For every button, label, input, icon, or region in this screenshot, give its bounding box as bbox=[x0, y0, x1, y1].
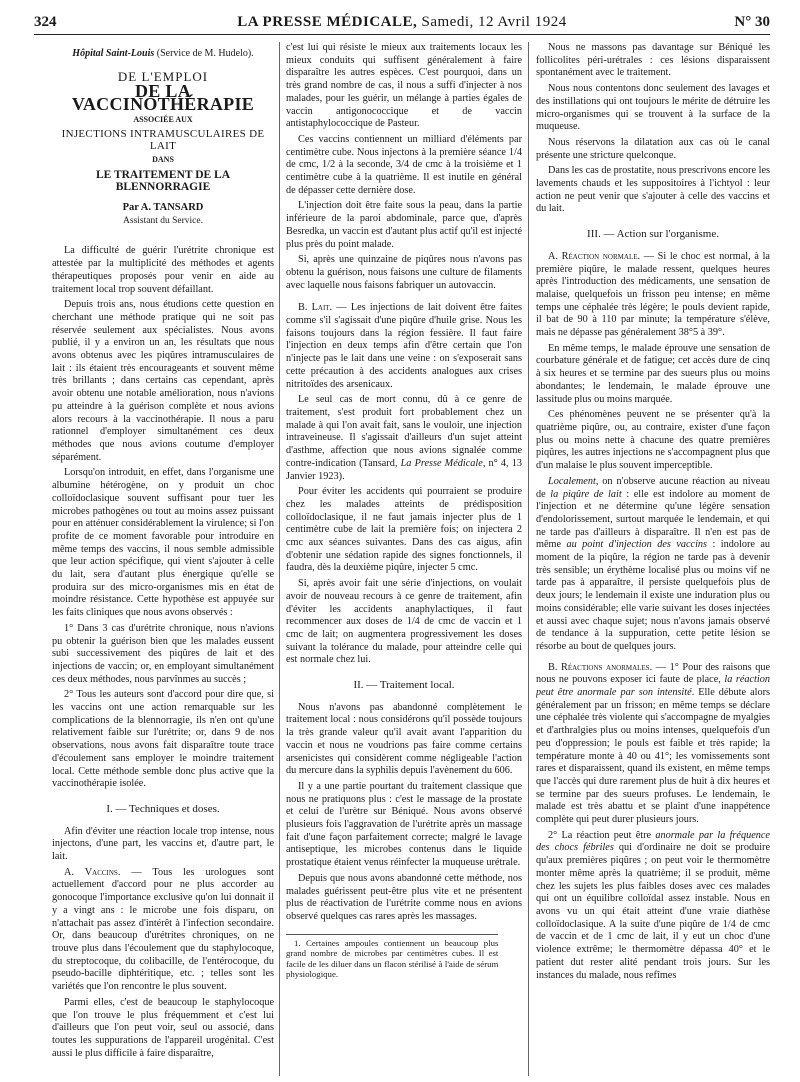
author-affiliation: Assistant du Service. bbox=[123, 215, 203, 226]
issue-number: N° 30 bbox=[734, 14, 770, 30]
paragraph: L'injection doit être faite sous la peau, dans la partie inférieure de la paroi abdominale, parce que, d'après Besredka, un vaccin est d'autant plus actif qu'il est injecté plus près du point malade. bbox=[286, 200, 522, 250]
paragraph bbox=[286, 394, 522, 483]
paragraph-text: — 1° Pour des raisons que nous ne pouvons exposer ici faute de place, bbox=[536, 661, 770, 686]
column-rule-2 bbox=[528, 42, 529, 1076]
paragraph bbox=[286, 302, 522, 391]
emphasis: la réaction peut être anormale par son intensité bbox=[536, 674, 770, 699]
paragraph bbox=[536, 830, 770, 982]
title-line-6: LE TRAITEMENT DE LA BLENNORRAGIE bbox=[95, 168, 231, 194]
paragraph: 1° Dans 3 cas d'urétrite chronique, nous n'avions pu obtenir la guérison bien que les malades eussent subi successivement des piqûres de lait et des injections de vaccin; or, en employant simultanément ces deux méthodes, nous parvînmes au succès ; bbox=[52, 622, 274, 685]
title-line-1: DE L'EMPLOI bbox=[117, 68, 209, 84]
running-title bbox=[34, 14, 770, 31]
paragraph: Lorsqu'on introduit, en effet, dans l'organisme une albumine hétérogène, on y produit un choc colloïdoclasique souvent suffisant pour tuer les microbes pathogènes ou tout au moins assez puissant pour en atténuer considérablement la virulence; si l'on profite de ce moment favorable pour introduire en même temps des vaccins, il nous semble admissible que leur action spécifique, qui vient s'ajouter à celle du lait, sera d'autant plus énergique qu'elle se produira sur des micro-organismes mis en état de moindre résistance. Cette hypothèse est appuyée sur les faits cliniques que nous avons observés : bbox=[52, 467, 274, 619]
issue-date: Samedi, 12 Avril 1924 bbox=[421, 14, 567, 30]
emphasis: anormale par la fréquence des chocs fébriles bbox=[536, 829, 770, 854]
section-heading: II. — Traitement local. bbox=[353, 679, 455, 692]
paragraph bbox=[536, 251, 770, 340]
paragraph-text: , on n'observe aucune réaction au niveau de bbox=[536, 475, 770, 500]
paragraph: Depuis que nous avons abandonné cette méthode, nos malades guérissent peut-être plus vite et ne présentent plus de réactivation de l'urétrite comme nous en avions observé quelques cas rares après les massages. bbox=[286, 872, 522, 922]
column-3 bbox=[536, 42, 770, 1076]
column-2 bbox=[286, 42, 522, 1076]
subsection-lead: B. Réactions anormales. bbox=[548, 661, 653, 673]
paragraph bbox=[52, 867, 274, 994]
article-title: DE LA VACCINOTHÉRAPIE bbox=[71, 81, 255, 115]
paragraph: Si, après avoir fait une série d'injections, on voulait avoir de nouveau recours à ce genre de traitement, afin d'éviter les accidents anaphylactiques, il faut recommencer aux doses de 1/4 de cmc de vaccin et 1 cmc de lait; on augmentera progressivement les doses suivant la tolérance du malade, pour atteindre celle qui est normale chez lui. bbox=[286, 578, 522, 666]
journal-citation: La Presse Médicale bbox=[400, 457, 483, 469]
paragraph-text: Le seul cas de mort connu, dû à ce genre de traitement, s'est produit fort probablement chez un malade à qui l'on avait fait, sans le vouloir, une injection intraveineuse. Il s'agissait d'ailleurs d'un sujet atteint d'asthme, affection que nous avions signalée comme contre-indication (Tansard, bbox=[286, 394, 522, 469]
paragraph: c'est lui qui résiste le mieux aux traitements locaux les mieux conduits qui suffisent généralement à faire disparaître les autres espèces. C'est pourquoi, dans un très grand nombre de cas, il nous a suffi d'injecter à nos malades, pour les guérir, un mélange à parties égales de vaccin antigonococcique et de vaccin antistaphylococcique de Pasteur. bbox=[286, 42, 522, 130]
paragraph: 2° Tous les auteurs sont d'accord pour dire que, si les vaccins ont une action remarquable sur les complications de la blennorragie, ils n'en ont qu'une relativement faible sur l'urétrite; or, dans 9 de nos observations, nous avons fait disparaître toute trace d'écoulement sans employer le moindre traitement local. Cette méthode semble donc plus active que la vaccinothérapie isolée. bbox=[52, 689, 274, 790]
paragraph: Ces vaccins contiennent un milliard d'éléments par centimètre cube. Nous injectons à la première séance 1/4 de cmc, 1/2 à la seconde, 3/4 de cmc à la troisième et 1 centimètre cube à la quatrième. Il est inutile en général de dépasser cette dernière dose. bbox=[286, 133, 522, 196]
paragraph-text: — Les injections de lait doivent être faites comme s'il s'agissait d'une piqûre d'huile grise. Nous les faisons toujours dans la région fessière. Il faut faire l'injection en deux temps afin d'être certain que l'on n'injecte pas le lait dans une veine : on s'exposerait sans cette précaution à des accidents analogues aux crises nitritoïdes des arsenicaux. bbox=[286, 302, 522, 390]
hospital-line bbox=[52, 48, 274, 61]
paragraph: Ces phénomènes peuvent ne se présenter qu'à la quatrième piqûre, ou, au contraire, exister d'une façon plus ou moins nette à chacune des quatre premières piqûres, les autres injections ne s'accompagnent plus que d'un malaise le plus souvent imperceptible. bbox=[536, 409, 770, 472]
paragraph: Pour éviter les accidents qui pourraient se produire chez les malades atteints de prédisposition colloïdoclasique, il ne faut jamais injecter plus de 1 centimètre cube de lait la première fois; on injectera 2 cmc aux séances suivantes. Dans des cas aigus, afin d'obtenir une sédation rapide des signes fonctionnels, il faudra, dès la deuxième piqûre, injecter 5 cmc. bbox=[286, 486, 522, 574]
footnote: 1. Certaines ampoules contiennent un beaucoup plus grand nombre de microbes par centimètres cubes. Il est facile de les diluer dans un flacon stérilisé à l'aide de sérum physiologique. bbox=[286, 934, 498, 980]
paragraph: La difficulté de guérir l'urétrite chronique est attestée par la multiplicité des méthodes et agents thérapeutiques proposés pour venir en aide au traitement local trop souvent défaillant. bbox=[52, 245, 274, 295]
page-number: 324 bbox=[34, 14, 57, 30]
paragraph-text: : indolore au moment de la piqûre, la région ne tarde pas à devenir très sensible; un érythème localisé plus ou moins vif ne tarde pas à apparaître, il persiste quelquefois plus de deux jours; le lendemain il existe une induration plus ou moins considérable; elle varie suivant les doses injectées et aussi avec chaque sujet; nous n'avons jamais observé de tendance à la suppuration, cette petite lésion se résorbe au bout de quelques jours. bbox=[536, 539, 770, 652]
journal-name: LA PRESSE MÉDICALE, bbox=[237, 14, 418, 30]
service-name: (Service de M. Hudelo). bbox=[156, 48, 254, 59]
section-heading: I. — Techniques et doses. bbox=[106, 802, 220, 815]
paragraph-text: 2° La réaction peut être bbox=[548, 829, 656, 841]
paragraph: Dans les cas de prostatite, nous prescrivons encore les lavements chauds et les suppositoires à l'ichtyol : leur action ne peut venir que s'ajouter à celle des vaccins et du lait. bbox=[536, 165, 770, 215]
title-line-4: INJECTIONS INTRAMUSCULAIRES DE LAIT bbox=[61, 127, 265, 153]
paragraph-text: — Si le choc est normal, à la première piqûre, le malade ressent, quelques heures après l'introduction des médicaments, une sensation de malaise, quelquefois un frisson peu intense; en même temps une céphalée très légère; le pouls devient rapide, il bat de 90 à 110 par minute; la température s'élève, mais ne dépasse pas généralement 38°5 à 39°. bbox=[536, 250, 770, 339]
title-line-5: DANS bbox=[152, 154, 174, 164]
paragraph: Nous réservons la dilatation aux cas où le canal présente une stricture quelconque. bbox=[536, 136, 770, 161]
author: Par A. TANSARD bbox=[122, 202, 204, 214]
paragraph: Afin d'éviter une réaction locale trop intense, nous injectons, d'une part, les vaccins et, d'autre part, le lait. bbox=[52, 825, 274, 863]
paragraph: Parmi elles, c'est de beaucoup le staphylocoque que l'on trouve le plus fréquemment et c'est lui d'ailleurs que l'on peut voir, seul ou associé, dans toutes les suppurations de l'appareil urogénital. C'est aussi le plus difficile à faire disparaître, bbox=[52, 996, 274, 1059]
paragraph-text: qui d'ordinaire ne doit se produire qu'aux premières piqûres ; on peut voir le thermomètre monter même après la quatrième; il se produit, même chez les sujets les plus faibles doses avec ces malades qui ont un équilibre colloïdal assez instable. Nous en avons vu un qui était atteint d'une vraie diathèse colloïdoclasique. A la suite d'une piqûre de 1/4 de cmc de vaccin et de 1 cmc de lait, il y eut un choc d'une violence extrême; le thermomètre dépassa 40° et le patient dut rester alité pendant trois jours. Sur les instances du malade, nous refîmes bbox=[536, 842, 770, 981]
subsection-lead: A. Vaccins. bbox=[64, 866, 121, 878]
paragraph-text: . Elle débute alors généralement par un frisson; en même temps se déclare une céphalée très violente qui s'accompagne de myalgies et d'arthralgies plus ou moins intenses, quelquefois d'un peu d'oppression; le pouls est faible et très rapide; la température monte à 40 ou 41°; les vomissements sont rares et disparaissent, quand ils existent, en même temps que l'accès qui dure rarement plus de huit à dix heures et se termine par des sueurs profuses. Le lendemain, le malade est très abattu et se plaint d'une inappétence complète qui peut durer plusieurs jours. bbox=[536, 687, 770, 826]
subsection-lead: A. Réaction normale. bbox=[548, 250, 641, 262]
paragraph: Il y a une partie pourtant du traitement classique que nous ne pratiquons plus : c'est le massage de la prostate et celui de l'urètre sur Béniqué. Nous avons observé plusieurs fois l'aggravation de l'urétrite après un massage fait d'une façon parfaitement correcte; malgré le lavage antiseptique, les microbes contenus dans le liquide prostatique étaient venus réinfecter la muqueuse urétrale. bbox=[286, 780, 522, 869]
emphasis: au point d'injection des vaccins bbox=[566, 539, 708, 551]
paragraph: Nous nous contentons donc seulement des lavages et des instillations qui ont toujours le mérite de détruire les micro-organismes qui se trouvent à la surface de la muqueuse. bbox=[536, 83, 770, 133]
paragraph: Si, après une quinzaine de piqûres nous n'avons pas obtenu la guérison, nous faisons une culture de filaments avec laquelle nous faisons fabriquer un autovaccin. bbox=[286, 254, 522, 291]
paragraph: Depuis trois ans, nous étudions cette question en cherchant une méthode pratique qui ne soit pas réservée seulement aux spécialistes. Nous avons publié, il y a environ un an, les résultats que nous avons obtenus avec les piqûres intramusculaires de lait : ils étaient très encourageants et souvent même très brillants ; dans certains cas cependant, après avoir obtenu une notable amélioration, nous n'avions pu atteindre à la guérison complète et nous avions alors recours à la vaccinothérapie. Il nous a paru rationnel d'employer simultanément ces deux méthodes que nous avions coutume d'employer séparément. bbox=[52, 299, 274, 463]
paragraph: Nous ne massons pas davantage sur Béniqué les follicolites péri-urétrales : ces lésions disparaissent spontanément avec le traitement. bbox=[536, 42, 770, 79]
paragraph: Nous n'avons pas abandonné complètement le traitement local : nous considérons qu'il possède toujours la très grande valeur qu'il avait avant l'apparition du vaccin et nous ne voudrions pas faire comme certains arsenicistes qui considèrent comme négligeable l'action du mercure dans la syphilis depuis l'avènement du 606. bbox=[286, 701, 522, 777]
column-1 bbox=[52, 42, 274, 1076]
hospital-name: Hôpital Saint-Louis bbox=[72, 48, 155, 59]
title-line-3: ASSOCIÉE AUX bbox=[133, 114, 193, 124]
emphasis: Localement bbox=[548, 475, 596, 487]
section-heading: III. — Action sur l'organisme. bbox=[587, 228, 719, 241]
subsection-lead: B. Lait. bbox=[298, 302, 333, 314]
paragraph: En même temps, le malade éprouve une sensation de courbature générale et de fatigue; cet accès dure de cinq à six heures et se termine par des sueurs plus ou moins abondantes; le lendemain, le malade éprouve une lassitude plus ou moins marquée. bbox=[536, 342, 770, 405]
emphasis: la piqûre de lait bbox=[550, 488, 622, 500]
column-rule-1 bbox=[279, 42, 280, 1076]
paragraph bbox=[536, 476, 770, 654]
paragraph bbox=[536, 662, 770, 827]
paragraph-text: — Tous les urologues sont actuellement d'accord pour ne plus accorder au gonocoque l'importance exclusive qu'on lui donnait il y a vingt ans : le microbe une fois disparu, on n'attachait pas assez d'intérêt à l'infection secondaire. Or, dans beaucoup d'urétrites chroniques, on ne trouve plus dans l'écoulement que du staphylocoque, du streptocoque, du colibacille, de l'entérocoque, du pseudo-bacille diphtéritique, etc. ; telles sont les variétés que l'on rencontre le plus souvent. bbox=[52, 866, 274, 993]
paragraph-text: : elle est indolore au moment de l'injection et ne détermine qu'une légère sensation d'endolorissement, surtout marquée le lendemain, et qui ne tarde pas d'ailleurs à disparaître. Il n'en est pas de même bbox=[536, 488, 770, 551]
page-header bbox=[34, 12, 770, 35]
paragraph-text: , n° 4, 13 Janvier 1923). bbox=[286, 457, 522, 482]
